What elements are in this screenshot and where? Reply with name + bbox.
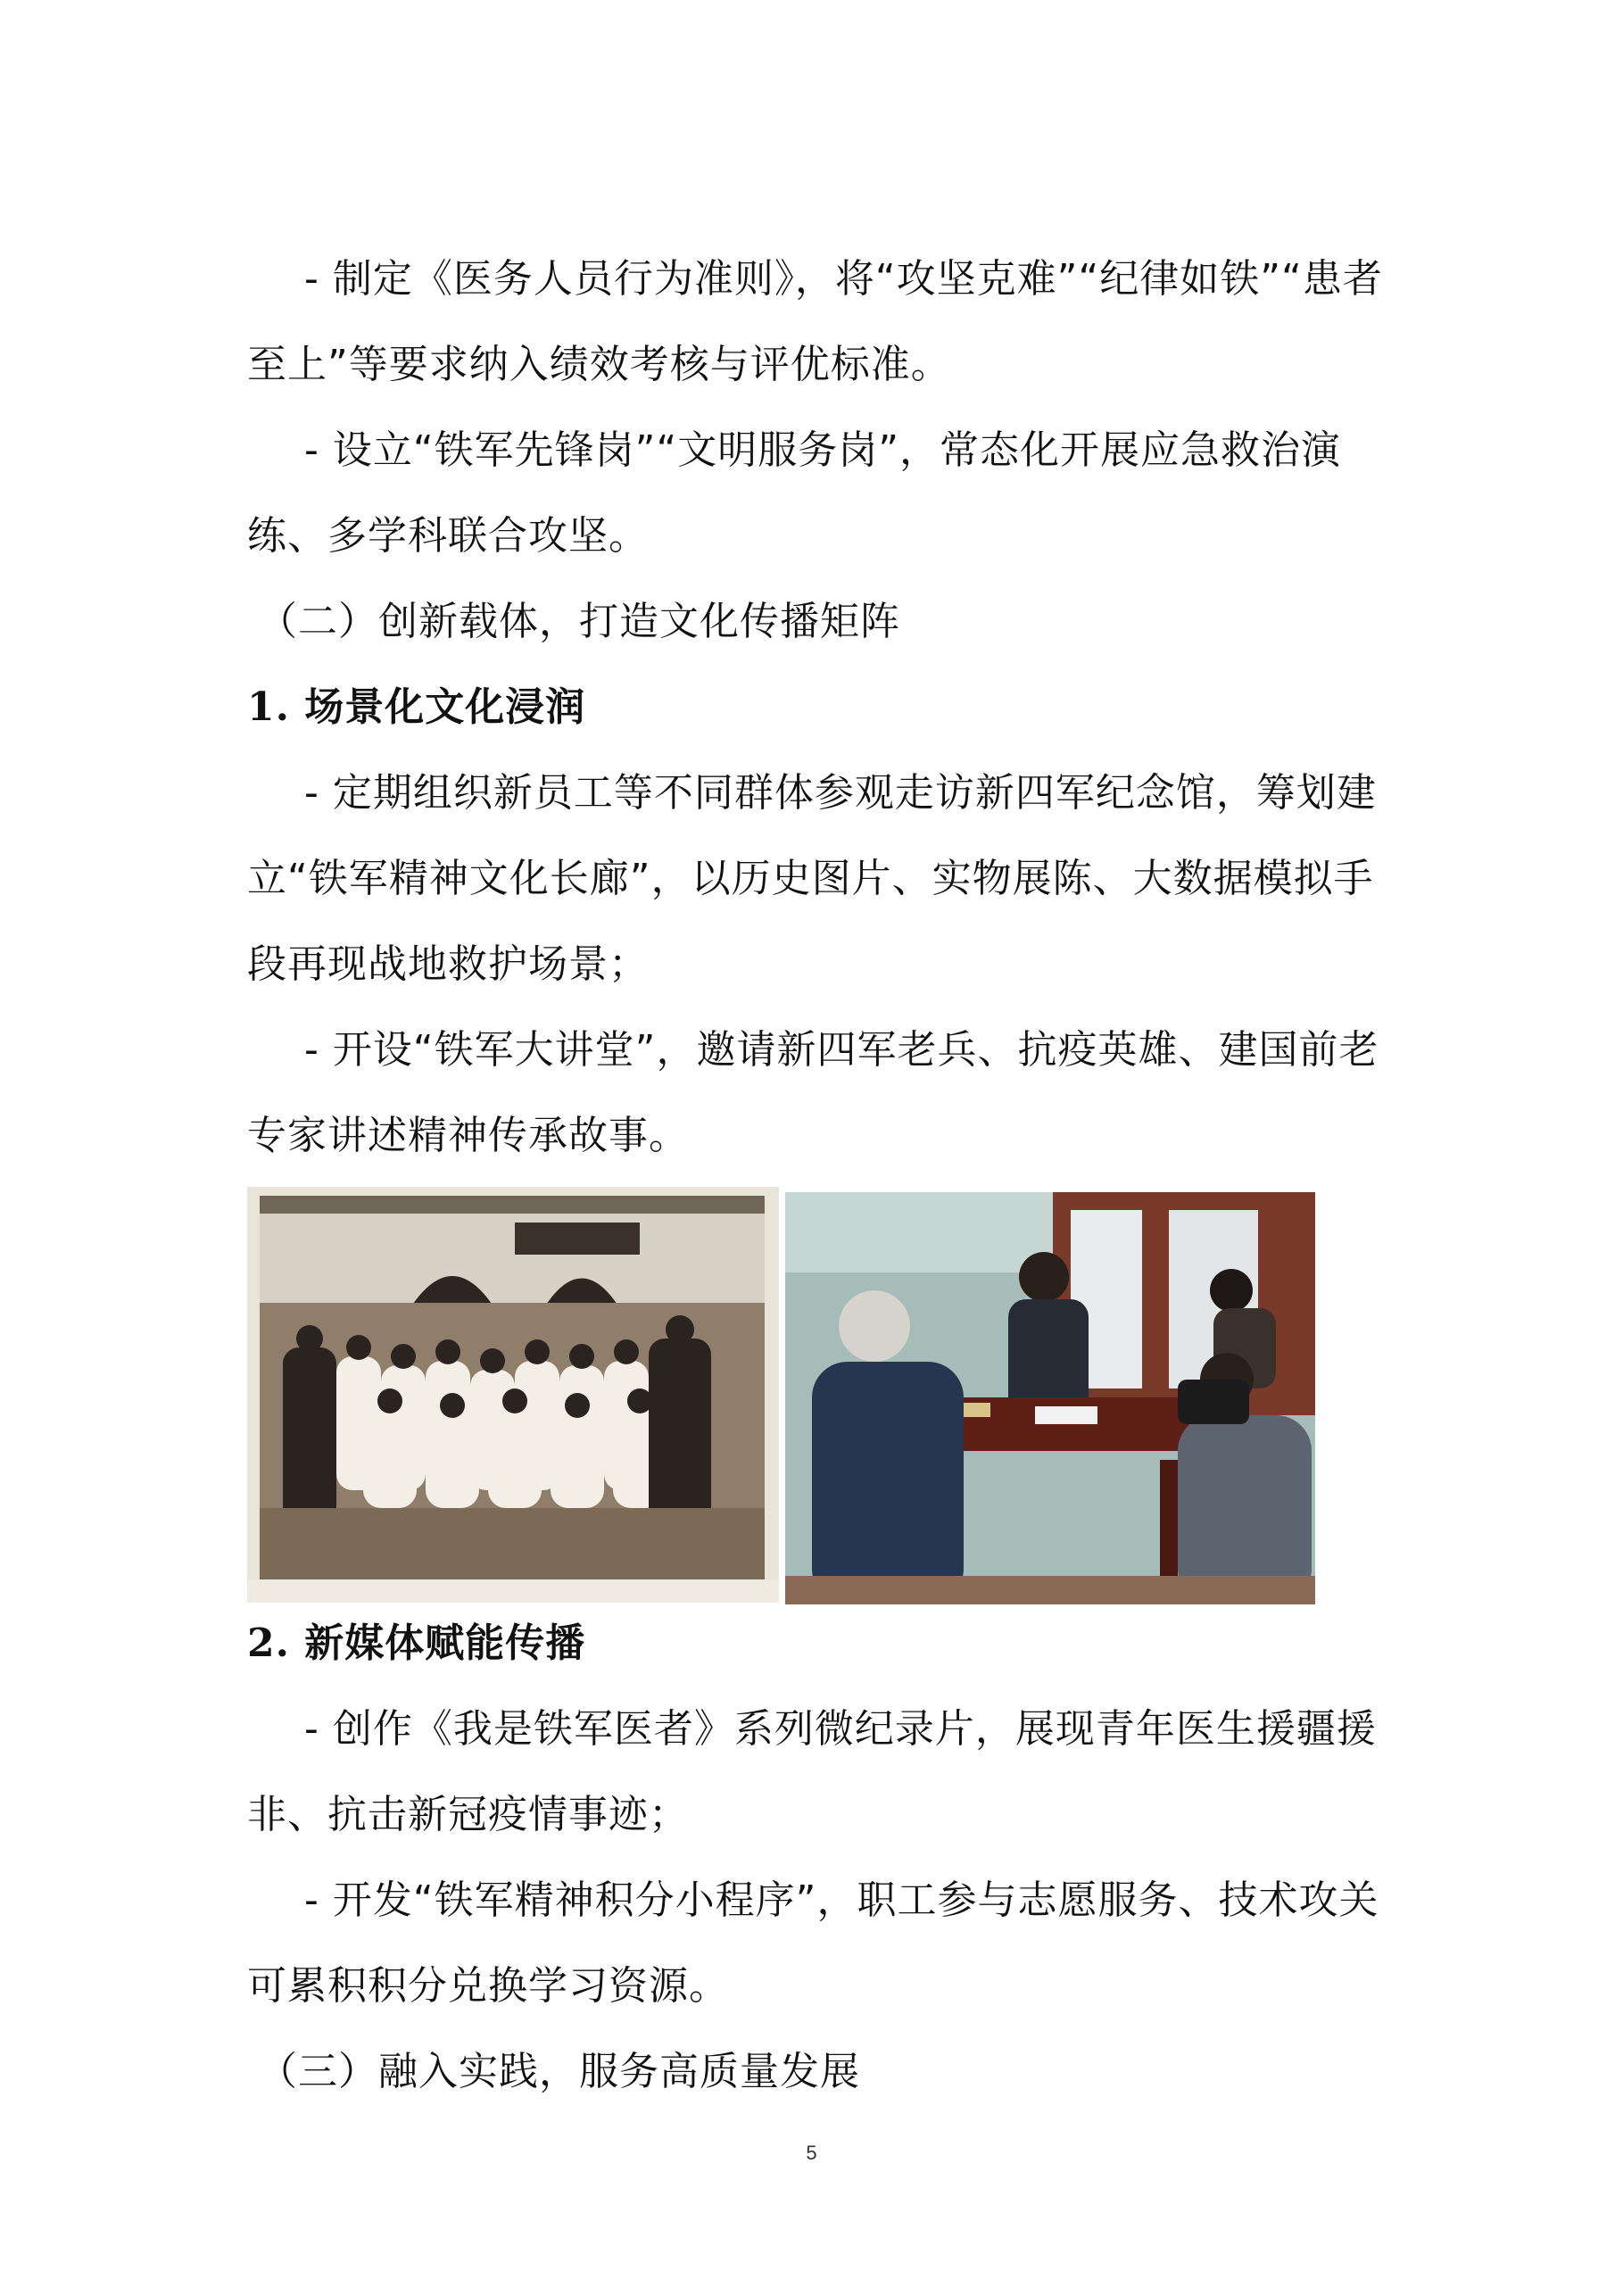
paragraph-mini-program: - 开发“铁军精神积分小程序”，职工参与志愿服务、技术攻关可累积积分兑换学习资源。 bbox=[247, 1877, 1379, 2009]
heading-section-2: （二）创新载体，打造文化传播矩阵 bbox=[258, 599, 900, 644]
heading-subsection-2: 2. 新媒体赋能传播 bbox=[247, 1620, 586, 1666]
historical-group-photo-image bbox=[247, 1187, 779, 1603]
meeting-photo bbox=[785, 1192, 1315, 1604]
page-number: 5 bbox=[806, 2142, 817, 2164]
paragraph-documentary: - 创作《我是铁军医者》系列微纪录片，展现青年医生援疆援非、抗击新冠疫情事迹； bbox=[247, 1706, 1377, 1837]
paragraph-memorial-visits: - 定期组织新员工等不同群体参观走访新四军纪念馆，筹划建立“铁军精神文化长廊”，以历史图片、实物展陈、大数据模拟手段再现战地救护场景； bbox=[247, 770, 1377, 987]
meeting-photo-image bbox=[785, 1192, 1315, 1604]
paragraph-lecture-hall: - 开设“铁军大讲堂”，邀请新四军老兵、抗疫英雄、建国前老专家讲述精神传承故事。 bbox=[247, 1027, 1379, 1158]
paragraph-code-of-conduct: - 制定《医务人员行为准则》，将“攻坚克难”“纪律如铁”“患者至上”等要求纳入绩效考核与评优标准。 bbox=[247, 256, 1383, 387]
heading-section-3: （三）融入实践，服务高质量发展 bbox=[258, 2049, 860, 2094]
heading-subsection-1: 1. 场景化文化浸润 bbox=[247, 684, 586, 730]
paragraph-vanguard-posts: - 设立“铁军先锋岗”“文明服务岗”，常态化开展应急救治演练、多学科联合攻坚。 bbox=[247, 427, 1342, 559]
historical-group-photo bbox=[247, 1187, 779, 1603]
